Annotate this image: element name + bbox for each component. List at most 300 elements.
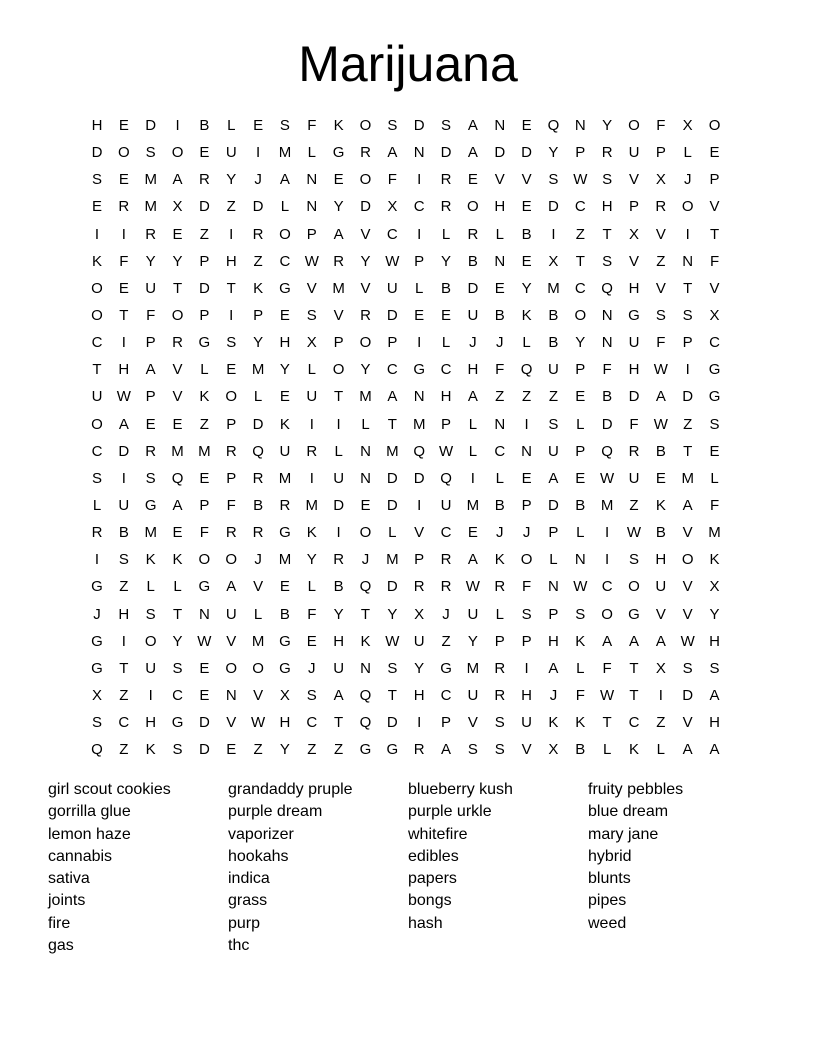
grid-letter: D (198, 198, 210, 216)
grid-letter: A (682, 496, 693, 514)
grid-letter: J (254, 171, 262, 189)
grid-letter: O (628, 117, 640, 134)
grid-letter: S (145, 469, 156, 487)
grid-letter: E (467, 524, 478, 542)
grid-letter: Y (333, 605, 344, 623)
grid-letter: G (91, 659, 103, 677)
grid-letter: P (199, 306, 210, 324)
grid-letter: J (683, 171, 692, 189)
grid-letter: E (226, 741, 237, 759)
grid-letter: P (333, 334, 344, 352)
grid-letter: H (333, 632, 345, 650)
grid-letter: C (91, 334, 103, 352)
grid-letter: Q (171, 469, 184, 487)
grid-letter: E (118, 171, 129, 189)
grid-letter: K (494, 551, 505, 569)
grid-letter: I (121, 334, 126, 352)
grid-letter: I (121, 632, 126, 650)
grid-letter: K (253, 279, 264, 297)
grid-letter: G (359, 741, 372, 759)
grid-letter: L (92, 496, 102, 514)
grid-letter: J (442, 605, 450, 623)
grid-letter: H (279, 714, 291, 732)
grid-letter: I (658, 686, 663, 704)
grid-letter: D (145, 117, 157, 134)
grid-letter: J (308, 659, 316, 677)
grid-letter: R (145, 225, 157, 243)
grid-letter: Z (199, 415, 209, 433)
grid-letter: Z (441, 632, 451, 650)
grid-letter: H (279, 334, 291, 352)
grid-letter: Z (253, 741, 263, 759)
grid-letter: B (548, 306, 559, 324)
grid-letter: E (199, 686, 210, 704)
grid-letter: C (628, 714, 640, 732)
grid-letter: G (440, 659, 452, 677)
grid-letter: E (306, 632, 317, 650)
word-list-item: cannabis (48, 847, 113, 865)
grid-letter: C (440, 686, 452, 704)
grid-letter: Y (226, 171, 237, 189)
grid-letter: N (198, 605, 210, 623)
grid-letter: V (682, 605, 693, 623)
grid-letter: Z (548, 388, 559, 406)
grid-letter: C (386, 225, 398, 243)
grid-letter: V (333, 306, 344, 324)
grid-letter: A (467, 388, 478, 406)
grid-letter: Y (387, 605, 398, 623)
grid-letter: E (655, 469, 666, 487)
grid-letter: U (655, 578, 667, 596)
grid-letter: C (494, 442, 506, 460)
grid-letter: T (602, 714, 612, 732)
grid-letter: H (225, 252, 237, 270)
grid-letter: K (575, 632, 586, 650)
grid-letter: P (199, 252, 210, 270)
grid-letter: W (438, 442, 454, 460)
grid-letter: U (467, 605, 479, 623)
grid-letter: Q (359, 714, 372, 732)
grid-letter: D (548, 198, 559, 216)
grid-letter: T (683, 442, 693, 460)
grid-letter: D (198, 279, 210, 297)
grid-letter: M (198, 442, 211, 460)
grid-letter: R (413, 578, 425, 596)
grid-letter: D (252, 415, 264, 433)
word-list-item: purple dream (228, 803, 323, 821)
grid-letter: V (628, 171, 639, 189)
grid-letter: O (171, 306, 184, 324)
grid-letter: O (144, 632, 157, 650)
grid-letter: N (225, 686, 237, 704)
grid-letter: I (175, 117, 180, 134)
grid-letter: V (709, 279, 720, 297)
grid-letter: E (279, 306, 290, 324)
grid-letter: U (279, 442, 291, 460)
grid-letter: N (306, 198, 318, 216)
grid-letter: S (387, 117, 398, 134)
grid-letter: P (441, 714, 452, 732)
grid-letter: S (306, 686, 317, 704)
grid-letter: N (413, 388, 425, 406)
word-list-item: weed (588, 914, 627, 932)
grid-letter: O (601, 605, 613, 623)
grid-letter: F (522, 578, 532, 596)
grid-letter: Y (145, 252, 156, 270)
grid-letter: V (709, 198, 720, 216)
grid-letter: T (387, 686, 397, 704)
grid-letter: F (709, 252, 720, 270)
grid-letter: C (91, 442, 103, 460)
grid-letter: I (551, 225, 556, 243)
grid-letter: S (279, 117, 290, 134)
grid-letter: E (521, 198, 532, 216)
grid-letter: E (172, 225, 183, 243)
grid-letter: W (465, 578, 480, 596)
grid-letter: C (118, 714, 130, 732)
grid-letter: J (93, 605, 101, 623)
grid-letter: X (655, 659, 666, 677)
grid-letter: P (548, 605, 559, 623)
grid-letter: H (91, 117, 103, 134)
grid-letter: Y (172, 252, 183, 270)
grid-letter: M (278, 144, 292, 162)
grid-letter: G (279, 632, 291, 650)
grid-letter: Y (521, 279, 532, 297)
grid-letter: W (385, 632, 400, 650)
grid-letter: R (145, 442, 157, 460)
grid-letter: Z (656, 252, 666, 270)
grid-letter: M (359, 388, 372, 406)
grid-letter: R (494, 659, 506, 677)
grid-letter: R (440, 198, 452, 216)
grid-letter: O (520, 551, 533, 569)
grid-letter: G (628, 306, 640, 324)
grid-letter: R (118, 198, 130, 216)
grid-letter: K (521, 306, 532, 324)
grid-letter: U (225, 605, 237, 623)
grid-letter: B (333, 578, 344, 596)
grid-letter: R (279, 496, 291, 514)
grid-letter: W (680, 632, 695, 650)
grid-letter: M (412, 415, 426, 433)
grid-letter: A (548, 469, 559, 487)
grid-letter: S (494, 741, 505, 759)
grid-letter: N (574, 551, 586, 569)
grid-letter: E (118, 279, 129, 297)
grid-letter: U (628, 469, 640, 487)
grid-letter: Z (629, 496, 639, 514)
grid-letter: E (279, 578, 290, 596)
grid-letter: K (145, 551, 156, 569)
grid-letter: O (225, 388, 238, 406)
grid-letter: M (251, 361, 265, 379)
grid-letter: X (414, 605, 425, 623)
grid-letter: B (118, 524, 129, 542)
grid-letter: I (417, 496, 422, 514)
grid-letter: S (709, 659, 720, 677)
grid-letter: L (334, 442, 343, 460)
grid-letter: K (199, 388, 210, 406)
grid-letter: Y (575, 334, 586, 352)
grid-letter: A (333, 225, 344, 243)
grid-letter: U (333, 659, 345, 677)
grid-letter: B (575, 741, 586, 759)
grid-letter: Y (333, 198, 344, 216)
grid-letter: V (172, 361, 183, 379)
grid-letter: H (118, 605, 130, 623)
grid-letter: O (332, 361, 345, 379)
grid-letter: H (628, 279, 640, 297)
grid-letter: L (495, 469, 504, 487)
grid-letter: L (253, 388, 263, 406)
grid-letter: V (682, 578, 693, 596)
grid-letter: N (360, 442, 371, 460)
grid-letter: I (417, 334, 422, 352)
grid-letter: R (440, 171, 452, 189)
word-list-item: grass (228, 892, 268, 910)
grid-letter: F (602, 659, 612, 677)
grid-letter: L (468, 442, 478, 460)
grid-letter: Q (440, 469, 452, 487)
grid-letter: G (91, 632, 103, 650)
grid-letter: F (307, 117, 317, 134)
grid-letter: T (119, 659, 129, 677)
grid-letter: P (655, 144, 666, 162)
grid-letter: I (229, 306, 234, 324)
grid-letter: I (256, 144, 261, 162)
grid-letter: Z (495, 388, 505, 406)
grid-letter: E (360, 496, 371, 514)
grid-letter: E (145, 415, 156, 433)
grid-letter: U (440, 496, 452, 514)
grid-letter: Z (253, 252, 263, 270)
grid-letter: R (172, 334, 183, 352)
grid-letter: D (440, 144, 452, 162)
grid-letter: V (655, 605, 666, 623)
grid-letter: F (575, 686, 585, 704)
grid-letter: S (118, 551, 129, 569)
word-list-item: purp (228, 914, 261, 932)
word-list-item: blunts (588, 870, 631, 888)
grid-letter: R (225, 442, 237, 460)
grid-letter: E (199, 469, 210, 487)
grid-letter: Q (413, 442, 426, 460)
grid-letter: N (494, 117, 506, 134)
word-column (588, 779, 768, 935)
grid-letter: R (628, 442, 640, 460)
grid-letter: H (118, 361, 130, 379)
grid-letter: I (121, 469, 126, 487)
grid-letter: D (413, 117, 425, 134)
grid-letter: U (548, 442, 559, 460)
grid-letter: W (653, 415, 668, 433)
grid-letter: I (94, 225, 100, 243)
grid-letter: J (361, 551, 370, 569)
grid-letter: Q (601, 279, 613, 297)
grid-letter: A (333, 686, 344, 704)
grid-letter: E (575, 388, 586, 406)
grid-letter: S (602, 171, 613, 189)
grid-letter: P (199, 496, 210, 514)
word-list-item: fire (48, 914, 71, 932)
grid-letter: W (573, 171, 588, 189)
word-list-item: vaporizer (228, 825, 294, 843)
grid-letter: C (574, 198, 586, 216)
grid-letter: H (521, 686, 533, 704)
grid-letter: X (655, 171, 666, 189)
grid-letter: N (494, 252, 506, 270)
grid-letter: R (198, 171, 210, 189)
grid-letter: L (441, 334, 451, 352)
grid-letter: L (495, 605, 504, 623)
grid-letter: R (440, 578, 452, 596)
grid-letter: B (494, 496, 505, 514)
grid-letter: A (467, 144, 478, 162)
grid-letter: V (306, 279, 317, 297)
grid-letter: M (386, 551, 399, 569)
grid-letter: L (549, 551, 558, 569)
grid-letter: J (496, 524, 504, 542)
grid-letter: S (306, 306, 317, 324)
grid-letter: K (360, 632, 371, 650)
grid-letter: D (386, 578, 398, 596)
grid-letter: B (575, 496, 586, 514)
grid-letter: Y (709, 605, 720, 623)
grid-letter: L (710, 469, 719, 487)
grid-letter: E (521, 469, 532, 487)
grid-letter: L (495, 225, 504, 243)
grid-letter: P (521, 496, 532, 514)
grid-letter: I (121, 225, 126, 243)
grid-letter: S (145, 144, 156, 162)
grid-letter: S (575, 605, 586, 623)
grid-letter: Y (441, 252, 452, 270)
grid-letter: V (360, 225, 371, 243)
grid-letter: K (709, 551, 720, 569)
grid-letter: F (709, 496, 720, 514)
grid-letter: R (252, 524, 264, 542)
word-list-item: hash (408, 914, 443, 932)
grid-letter: H (467, 361, 479, 379)
grid-letter: X (709, 578, 720, 596)
grid-letter: O (171, 144, 184, 162)
grid-letter: M (386, 442, 399, 460)
grid-letter: M (708, 524, 721, 542)
grid-letter: X (387, 198, 398, 216)
word-list-item: gas (48, 937, 74, 955)
grid-letter: L (602, 741, 612, 759)
grid-letter: B (494, 306, 505, 324)
grid-letter: V (494, 171, 505, 189)
grid-letter: P (387, 334, 398, 352)
grid-letter: L (146, 578, 155, 596)
grid-letter: B (279, 605, 290, 623)
grid-letter: R (467, 225, 479, 243)
word-list-item: thc (228, 937, 250, 955)
grid-letter: I (309, 469, 314, 487)
grid-letter: C (440, 361, 452, 379)
grid-letter: D (91, 144, 103, 162)
grid-letter: N (413, 144, 425, 162)
grid-letter: E (467, 171, 478, 189)
grid-letter: C (440, 524, 452, 542)
grid-letter: E (118, 117, 129, 134)
grid-letter: Z (226, 198, 236, 216)
grid-letter: S (682, 306, 693, 324)
grid-letter: E (521, 252, 532, 270)
grid-letter: S (548, 415, 559, 433)
grid-letter: S (91, 714, 102, 732)
word-list-item: mary jane (588, 825, 659, 843)
word-column (228, 779, 408, 957)
grid-letter: Z (199, 225, 209, 243)
grid-letter: E (279, 388, 290, 406)
grid-letter: C (306, 714, 318, 732)
grid-letter: S (172, 659, 183, 677)
grid-letter: A (172, 171, 183, 189)
grid-letter: O (118, 144, 130, 162)
grid-letter: V (253, 686, 264, 704)
grid-letter: T (602, 225, 612, 243)
grid-letter: H (413, 686, 425, 704)
grid-letter: N (682, 252, 694, 270)
grid-letter: J (469, 334, 477, 352)
grid-letter: K (548, 714, 559, 732)
grid-letter: D (628, 388, 640, 406)
grid-letter: V (467, 714, 478, 732)
grid-letter: P (414, 252, 425, 270)
word-list-item: purple urkle (408, 803, 492, 821)
grid-letter: R (655, 198, 667, 216)
grid-letter: A (682, 741, 693, 759)
grid-letter: B (253, 496, 264, 514)
grid-letter: O (279, 225, 291, 243)
grid-letter: T (629, 686, 639, 704)
grid-letter: M (278, 551, 292, 569)
grid-letter: Z (119, 686, 129, 704)
grid-letter: P (253, 306, 264, 324)
grid-letter: U (145, 279, 157, 297)
word-list-item: papers (408, 870, 457, 888)
grid-letter: J (254, 551, 262, 569)
grid-letter: L (253, 605, 263, 623)
grid-letter: K (91, 252, 102, 270)
word-list-item: pipes (588, 892, 627, 910)
word-list-item: grandaddy pruple (228, 781, 353, 798)
grid-letter: A (387, 388, 398, 406)
grid-letter: G (628, 605, 640, 623)
grid-letter: I (148, 686, 153, 704)
grid-letter: I (336, 524, 341, 542)
grid-letter: P (145, 334, 156, 352)
grid-letter: U (333, 469, 345, 487)
grid-letter: G (171, 714, 184, 732)
grid-letter: M (278, 469, 292, 487)
grid-letter: W (385, 252, 400, 270)
grid-letter: A (602, 632, 613, 650)
grid-letter: T (387, 415, 397, 433)
grid-letter: B (441, 279, 452, 297)
grid-letter: G (279, 524, 291, 542)
grid-letter: R (413, 741, 425, 759)
grid-letter: J (549, 686, 558, 704)
grid-letter: Z (575, 225, 585, 243)
grid-letter: Z (119, 578, 129, 596)
grid-letter: E (414, 306, 425, 324)
grid-letter: P (494, 632, 505, 650)
grid-letter: V (521, 741, 532, 759)
